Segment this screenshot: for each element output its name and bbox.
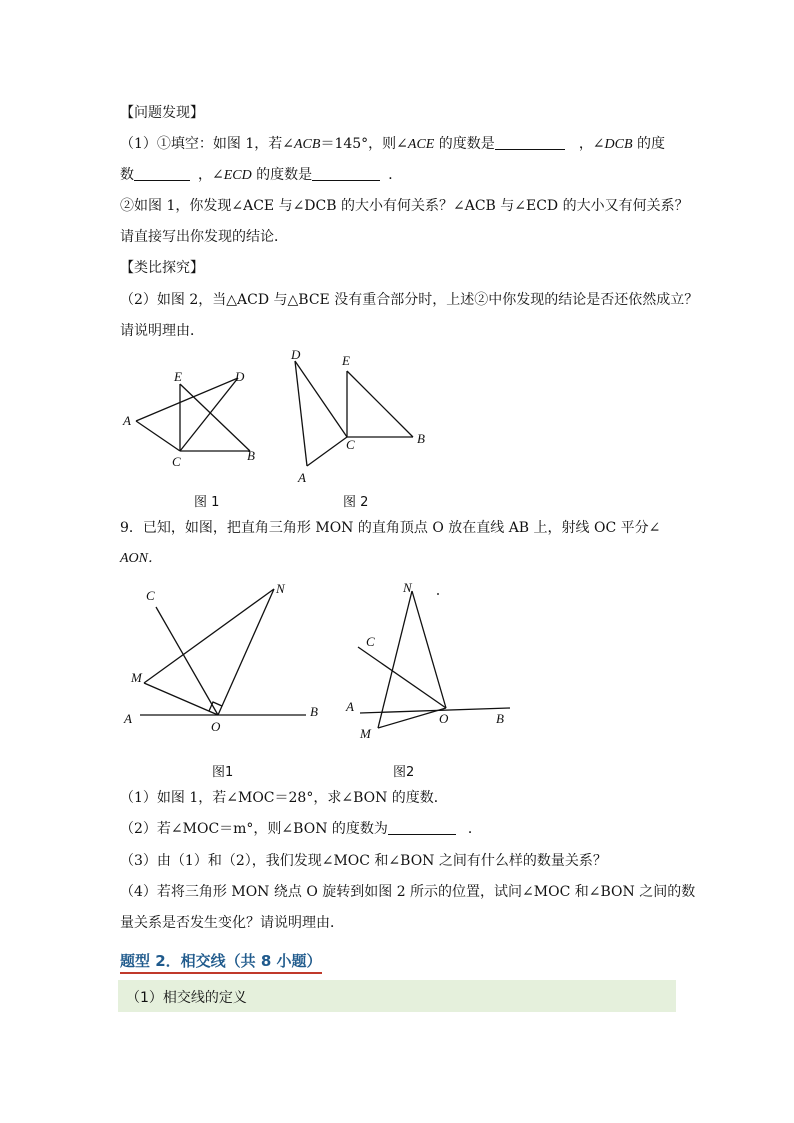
label-b: B bbox=[310, 704, 318, 719]
segment-no bbox=[412, 591, 446, 708]
segment-on bbox=[218, 589, 274, 715]
problem-9-line-1: 9．已知，如图，把直角三角形 MON 的直角顶点 O 放在直线 AB 上，射线 OC 平分∠ bbox=[120, 520, 661, 536]
label-a: A bbox=[298, 470, 306, 485]
label-n: N bbox=[276, 581, 285, 596]
problem-9-question-4: （4）若将三角形 MON 绕点 O 旋转到如图 2 所示的位置，试问∠MOC 和∠BON 之间的数 bbox=[120, 884, 696, 900]
problem8-figure-1 bbox=[118, 360, 278, 515]
label-c: C bbox=[146, 588, 155, 603]
type-2-heading: 题型 2．相交线（共 8 小题） bbox=[120, 950, 322, 971]
segment-ac bbox=[307, 437, 347, 466]
question-1-part-2: ②如图 1，你发现∠ACE 与∠DCB 的大小有何关系？∠ACB 与∠ECD 的大小又有何关系？ bbox=[120, 198, 689, 214]
label-o: O bbox=[211, 719, 221, 734]
label-c: C bbox=[366, 634, 375, 649]
label-b: B bbox=[417, 431, 425, 446]
ray-oc bbox=[156, 607, 218, 715]
label-c: C bbox=[346, 437, 355, 452]
label-a: A bbox=[124, 711, 132, 726]
figure-2-caption: 图 2 bbox=[343, 495, 369, 510]
label-a: A bbox=[123, 413, 131, 428]
figure-2-caption: 图2 bbox=[393, 765, 415, 780]
figure-1-caption: 图 1 bbox=[194, 495, 220, 510]
question-1-line-1: （1）①填空：如图 1，若∠ACB＝145°，则∠ACE 的度数是 ，∠DCB 的度 bbox=[120, 136, 665, 152]
label-a: A bbox=[346, 699, 354, 714]
answer-blank-dcb[interactable] bbox=[134, 166, 190, 181]
label-e: E bbox=[174, 369, 182, 384]
problem-9-question-4-cont: 量关系是否发生变化？请说明理由． bbox=[120, 915, 344, 931]
question-1-line-2: 数 ，∠ECD 的度数是 ． bbox=[120, 167, 403, 183]
label-e: E bbox=[342, 353, 350, 368]
subheading-bar bbox=[118, 980, 676, 1012]
figure-1-lines bbox=[140, 589, 306, 715]
figure-1-lines bbox=[136, 378, 250, 451]
segment-ac bbox=[136, 421, 180, 451]
label-m: M bbox=[131, 670, 142, 685]
figure-2-lines bbox=[358, 591, 510, 728]
figure-1-caption: 图1 bbox=[212, 765, 234, 780]
problem9-figure-1 bbox=[120, 575, 320, 780]
problem-9-question-3: （3）由（1）和（2），我们发现∠MOC 和∠BON 之间有什么样的数量关系？ bbox=[120, 853, 607, 869]
answer-blank-ace[interactable] bbox=[495, 135, 565, 150]
question-2-line-2: 请说明理由． bbox=[120, 323, 204, 339]
section-problem-discovery: 【问题发现】 bbox=[120, 105, 204, 121]
label-o: O bbox=[439, 711, 449, 726]
label-b: B bbox=[496, 711, 504, 726]
segment-eb bbox=[180, 384, 250, 451]
problem-9-question-1: （1）如图 1，若∠MOC＝28°，求∠BON 的度数． bbox=[120, 790, 448, 806]
label-m: M bbox=[360, 726, 371, 741]
problem-9-line-2: AON． bbox=[120, 551, 162, 566]
label-c: C bbox=[172, 454, 181, 469]
label-d: D bbox=[291, 347, 301, 362]
answer-blank-bon[interactable] bbox=[388, 820, 456, 835]
segment-cd bbox=[180, 378, 238, 451]
question-2-line-1: （2）如图 2，当△ACD 与△BCE 没有重合部分时，上述②中你发现的结论是否还依然成立？ bbox=[120, 292, 699, 308]
problem-9-question-2: （2）若∠MOC＝m°，则∠BON 的度数为 ． bbox=[120, 821, 482, 837]
segment-ad bbox=[136, 378, 238, 421]
ray-oc bbox=[358, 647, 446, 708]
segment-eb bbox=[347, 371, 413, 437]
answer-blank-ecd[interactable] bbox=[312, 166, 380, 181]
section-analogy-exploration: 【类比探究】 bbox=[120, 260, 204, 276]
heading-underline bbox=[120, 972, 322, 974]
segment-mo bbox=[144, 683, 218, 715]
segment-nm bbox=[378, 591, 412, 728]
problem9-figure-2 bbox=[340, 575, 520, 780]
label-d: D bbox=[235, 369, 245, 384]
label-n: N bbox=[403, 580, 412, 595]
problem8-figure-2 bbox=[285, 345, 435, 515]
segment-mn bbox=[144, 589, 274, 683]
label-b: B bbox=[247, 448, 255, 463]
question-1-instruction: 请直接写出你发现的结论． bbox=[120, 229, 288, 245]
subheading-text: （1）相交线的定义 bbox=[126, 990, 247, 1006]
